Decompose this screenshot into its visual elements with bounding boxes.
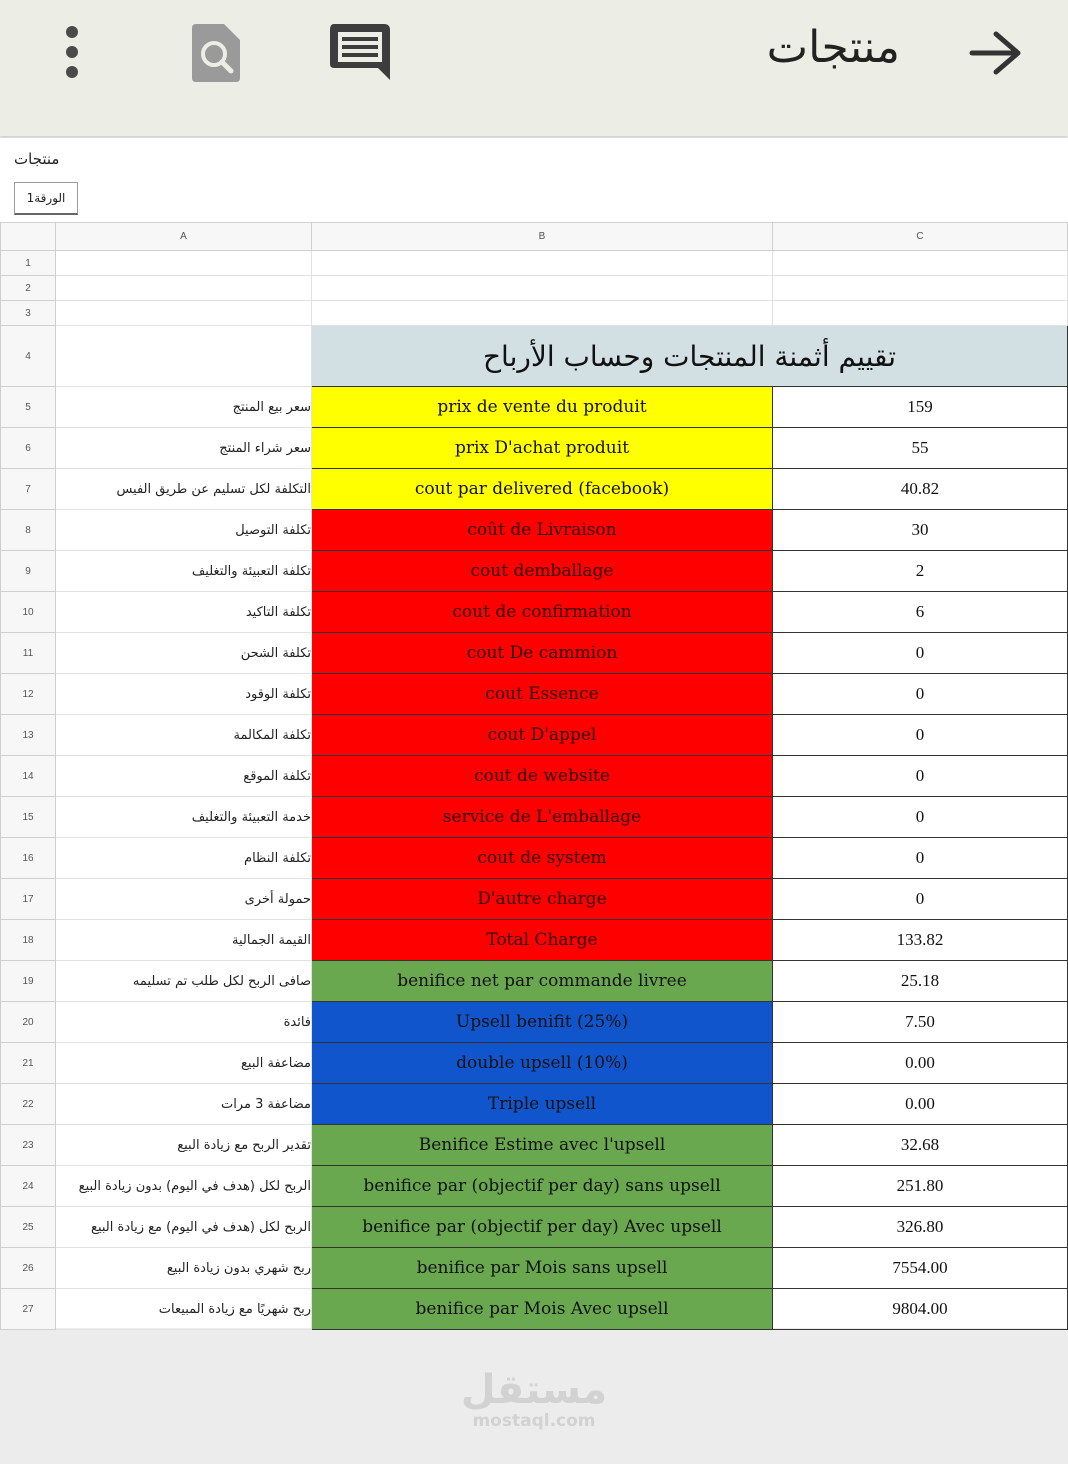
cell-french-label[interactable]: benifice par (objectif per day) sans upsell — [312, 1166, 773, 1207]
cell-value[interactable]: 55 — [773, 428, 1068, 469]
cell-french-label[interactable]: benifice par (objectif per day) Avec upsell — [312, 1207, 773, 1248]
cell-french-label[interactable]: D'autre charge — [312, 879, 773, 920]
cell-french-label[interactable]: cout de confirmation — [312, 592, 773, 633]
table-row — [1, 1125, 1068, 1166]
cell-arabic-label[interactable]: صافى الربح لكل طلب تم تسليمه — [56, 961, 312, 1002]
arrow-forward-icon[interactable] — [968, 30, 1024, 76]
cell-value[interactable]: 40.82 — [773, 469, 1068, 510]
cell-value[interactable]: 32.68 — [773, 1125, 1068, 1166]
cell-french-label[interactable]: Total Charge — [312, 920, 773, 961]
cell-french-label[interactable]: Upsell benifit (25%) — [312, 1002, 773, 1043]
cell-arabic-label[interactable]: تكلفة التعبيئة والتغليف — [56, 551, 312, 592]
table-row — [1, 961, 1068, 1002]
cell[interactable] — [312, 251, 773, 276]
cell-arabic-label[interactable]: سعر بيع المنتج — [56, 387, 312, 428]
cell-arabic-label[interactable]: خدمة التعبيئة والتغليف — [56, 797, 312, 838]
sheet-tab[interactable]: الورقة1 — [14, 182, 78, 215]
cell-french-label[interactable]: double upsell (10%) — [312, 1043, 773, 1084]
cell-french-label[interactable]: cout D'appel — [312, 715, 773, 756]
cell-arabic-label[interactable]: مضاعفة البيع — [56, 1043, 312, 1084]
watermark-arabic: مستقل — [460, 1367, 608, 1413]
cell-french-label[interactable]: benifice net par commande livree — [312, 961, 773, 1002]
cell-french-label[interactable]: service de L'emballage — [312, 797, 773, 838]
row-header[interactable]: 16 — [1, 838, 56, 879]
column-header-b[interactable]: B — [312, 223, 773, 251]
table-row — [1, 1248, 1068, 1289]
cell-french-label[interactable]: Triple upsell — [312, 1084, 773, 1125]
cell-arabic-label[interactable]: التكلفة لكل تسليم عن طريق الفيس — [56, 469, 312, 510]
row-header[interactable]: 1 — [1, 251, 56, 276]
row-header[interactable]: 10 — [1, 592, 56, 633]
cell-value[interactable]: 159 — [773, 387, 1068, 428]
table-row — [1, 838, 1068, 879]
cell-arabic-label[interactable]: سعر شراء المنتج — [56, 428, 312, 469]
row-header[interactable]: 3 — [1, 301, 56, 326]
cell-value[interactable]: 7.50 — [773, 1002, 1068, 1043]
row-header[interactable]: 21 — [1, 1043, 56, 1084]
table-row — [1, 879, 1068, 920]
row-header[interactable]: 19 — [1, 961, 56, 1002]
comment-icon[interactable] — [328, 22, 392, 84]
row-header[interactable]: 9 — [1, 551, 56, 592]
cell-value[interactable]: 0 — [773, 797, 1068, 838]
cell-value[interactable]: 30 — [773, 510, 1068, 551]
table-row — [1, 1084, 1068, 1125]
cell-french-label[interactable]: benifice par Mois Avec upsell — [312, 1289, 773, 1330]
cell[interactable] — [312, 276, 773, 301]
table-row — [1, 756, 1068, 797]
cell-value[interactable]: 25.18 — [773, 961, 1068, 1002]
cell-value[interactable]: 0 — [773, 715, 1068, 756]
cell-value[interactable]: 0 — [773, 674, 1068, 715]
cell-arabic-label[interactable]: تكلفة الموقع — [56, 756, 312, 797]
cell-arabic-label[interactable]: تكلفة المكالمة — [56, 715, 312, 756]
table-row — [1, 715, 1068, 756]
table-row — [1, 1207, 1068, 1248]
cell-french-label[interactable]: cout Essence — [312, 674, 773, 715]
cell-value[interactable]: 133.82 — [773, 920, 1068, 961]
cell-arabic-label[interactable]: تكلفة التوصيل — [56, 510, 312, 551]
cell-value[interactable]: 0.00 — [773, 1043, 1068, 1084]
cell[interactable] — [773, 301, 1068, 326]
cell-value[interactable]: 0 — [773, 838, 1068, 879]
cell-arabic-label[interactable]: تكلفة التاكيد — [56, 592, 312, 633]
row-header[interactable]: 23 — [1, 1125, 56, 1166]
row-header[interactable]: 2 — [1, 276, 56, 301]
table-row — [1, 797, 1068, 838]
row-header[interactable]: 11 — [1, 633, 56, 674]
table-row — [1, 1166, 1068, 1207]
row-header[interactable]: 25 — [1, 1207, 56, 1248]
cell[interactable] — [773, 251, 1068, 276]
cell-french-label[interactable]: Benifice Estime avec l'upsell — [312, 1125, 773, 1166]
row-header[interactable]: 5 — [1, 387, 56, 428]
table-title[interactable]: تقييم أثمنة المنتجات وحساب الأرباح — [312, 326, 1068, 387]
cell-arabic-label[interactable]: تكلفة النظام — [56, 838, 312, 879]
cell-arabic-label[interactable]: فائدة — [56, 1002, 312, 1043]
row-header[interactable]: 17 — [1, 879, 56, 920]
row-header[interactable]: 14 — [1, 756, 56, 797]
cell-value[interactable]: 6 — [773, 592, 1068, 633]
cell-french-label[interactable]: benifice par Mois sans upsell — [312, 1248, 773, 1289]
cell-value[interactable]: 9804.00 — [773, 1289, 1068, 1330]
cell[interactable] — [56, 251, 312, 276]
cell-value[interactable]: 0 — [773, 879, 1068, 920]
cell-arabic-label[interactable]: تقدير الربح مع زيادة البيع — [56, 1125, 312, 1166]
spreadsheet-area — [0, 138, 1068, 1328]
row-header[interactable]: 24 — [1, 1166, 56, 1207]
table-row — [1, 469, 1068, 510]
row-header[interactable]: 12 — [1, 674, 56, 715]
column-header-a[interactable]: A — [56, 223, 312, 251]
row-header[interactable]: 26 — [1, 1248, 56, 1289]
row-header[interactable]: 27 — [1, 1289, 56, 1330]
find-in-page-icon[interactable] — [190, 22, 242, 84]
row-header[interactable]: 4 — [1, 326, 56, 387]
app-bar — [0, 0, 1068, 136]
watermark-latin: mostaql.com — [472, 1411, 596, 1431]
cell-french-label[interactable]: cout de website — [312, 756, 773, 797]
table-row — [1, 551, 1068, 592]
row-header[interactable]: 13 — [1, 715, 56, 756]
row-header[interactable]: 8 — [1, 510, 56, 551]
cell-value[interactable]: 7554.00 — [773, 1248, 1068, 1289]
cell[interactable] — [312, 301, 773, 326]
cell-french-label[interactable]: cout de system — [312, 838, 773, 879]
cell-arabic-label[interactable]: الربح لكل (هدف في اليوم) مع زيادة البيع — [56, 1207, 312, 1248]
spreadsheet-grid — [0, 222, 1068, 1330]
table-row — [1, 387, 1068, 428]
cell-french-label[interactable]: prix de vente du produit — [312, 387, 773, 428]
cell-value[interactable]: 0 — [773, 633, 1068, 674]
cell[interactable] — [773, 276, 1068, 301]
cell-arabic-label[interactable]: ربح شهريًا مع زيادة المبيعات — [56, 1289, 312, 1330]
document-title: منتجات — [14, 150, 60, 168]
cell-arabic-label[interactable]: تكلفة الشحن — [56, 633, 312, 674]
table-row — [1, 1043, 1068, 1084]
cell-arabic-label[interactable]: الربح لكل (هدف في اليوم) بدون زيادة البيع — [56, 1166, 312, 1207]
cell-value[interactable]: 0.00 — [773, 1084, 1068, 1125]
table-row — [1, 428, 1068, 469]
table-row — [1, 592, 1068, 633]
cell[interactable] — [56, 326, 312, 387]
row-header[interactable]: 6 — [1, 428, 56, 469]
cell-value[interactable]: 326.80 — [773, 1207, 1068, 1248]
page-title: منتجات — [766, 22, 900, 73]
row-header[interactable]: 7 — [1, 469, 56, 510]
cell-french-label[interactable]: prix D'achat produit — [312, 428, 773, 469]
cell[interactable] — [56, 301, 312, 326]
table-row — [1, 674, 1068, 715]
table-row — [1, 920, 1068, 961]
cell-french-label[interactable]: cout demballage — [312, 551, 773, 592]
cell-arabic-label[interactable]: ربح شهري بدون زيادة البيع — [56, 1248, 312, 1289]
cell-arabic-label[interactable]: القيمة الجمالية — [56, 920, 312, 961]
row-header[interactable]: 18 — [1, 920, 56, 961]
column-header-c[interactable]: C — [773, 223, 1068, 251]
grid-corner[interactable] — [1, 223, 56, 251]
cell-value[interactable]: 0 — [773, 756, 1068, 797]
row-header[interactable]: 15 — [1, 797, 56, 838]
table-row — [1, 1289, 1068, 1330]
table-row — [1, 1002, 1068, 1043]
cell-value[interactable]: 2 — [773, 551, 1068, 592]
mostaql-watermark — [0, 1368, 1068, 1430]
cell-french-label[interactable]: cout par delivered (facebook) — [312, 469, 773, 510]
cell-french-label[interactable]: coût de Livraison — [312, 510, 773, 551]
cell-arabic-label[interactable]: مضاعفة 3 مرات — [56, 1084, 312, 1125]
cell[interactable] — [56, 276, 312, 301]
cell-value[interactable]: 251.80 — [773, 1166, 1068, 1207]
row-header[interactable]: 22 — [1, 1084, 56, 1125]
cell-french-label[interactable]: cout De cammion — [312, 633, 773, 674]
table-row — [1, 633, 1068, 674]
row-header[interactable]: 20 — [1, 1002, 56, 1043]
more-vert-icon[interactable] — [56, 24, 88, 80]
cell-arabic-label[interactable]: تكلفة الوقود — [56, 674, 312, 715]
cell-arabic-label[interactable]: حمولة أخرى — [56, 879, 312, 920]
table-row — [1, 510, 1068, 551]
